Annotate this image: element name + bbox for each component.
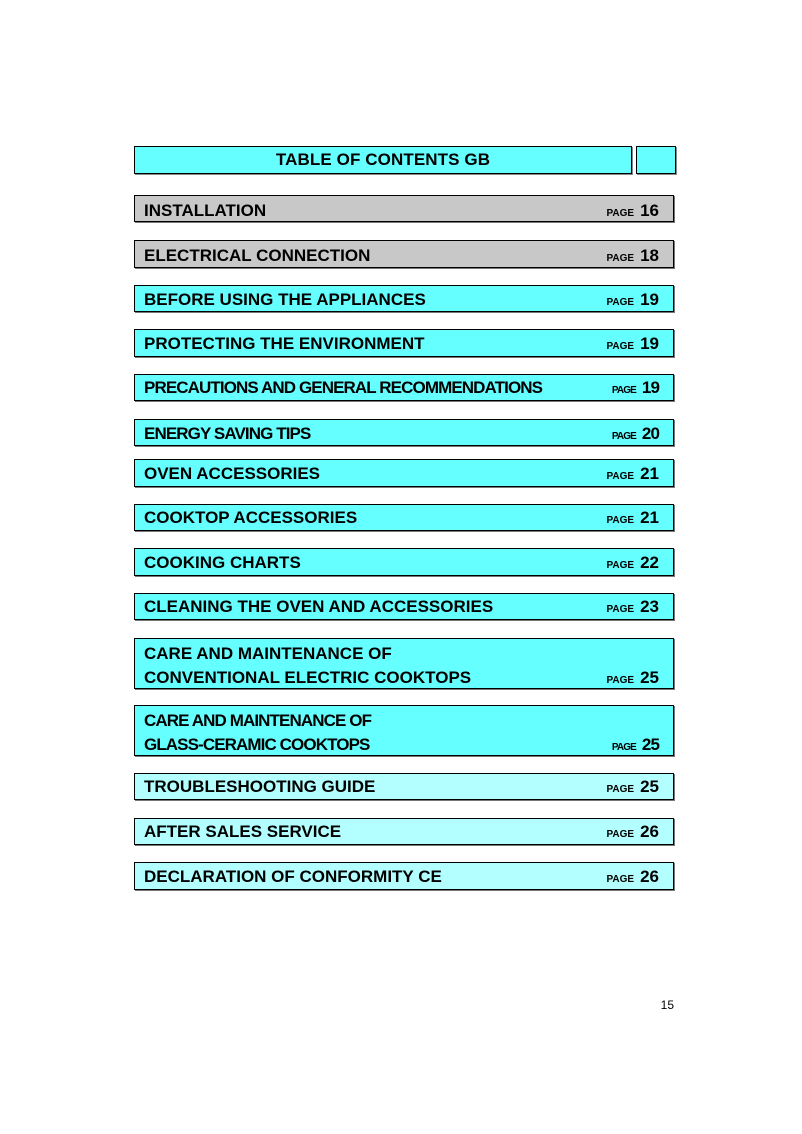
- toc-entry-declaration-conformity[interactable]: [134, 862, 674, 890]
- toc-entry-page: PAGE 22: [606, 553, 659, 572]
- toc-entry-title: ELECTRICAL CONNECTION: [144, 246, 371, 265]
- toc-entry-precautions[interactable]: [134, 374, 674, 401]
- toc-entry-protecting-environment[interactable]: [134, 329, 674, 357]
- toc-entry-title: COOKING CHARTS: [144, 553, 301, 572]
- toc-entry-page: PAGE 21: [606, 464, 659, 483]
- toc-entry-title: CARE AND MAINTENANCE OF CONVENTIONAL ELECTRIC COOKTOPS: [144, 644, 472, 687]
- toc-entry-title: OVEN ACCESSORIES: [144, 464, 321, 483]
- toc-entry-title: CLEANING THE OVEN AND ACCESSORIES: [144, 597, 494, 616]
- toc-entry-cleaning-oven[interactable]: [134, 593, 674, 620]
- toc-entry-installation[interactable]: [134, 195, 674, 222]
- toc-entry-page: PAGE 26: [606, 867, 659, 886]
- toc-entry-title: AFTER SALES SERVICE: [144, 822, 342, 841]
- toc-entry-troubleshooting[interactable]: [134, 773, 674, 800]
- toc-entry-after-sales[interactable]: [134, 818, 674, 845]
- toc-entry-page: PAGE 19: [606, 290, 659, 309]
- toc-header: [134, 146, 676, 174]
- toc-entry-page: PAGE 25: [606, 777, 659, 796]
- toc-entry-title: TROUBLESHOOTING GUIDE: [144, 777, 376, 796]
- toc-entry-page: PAGE 21: [606, 508, 659, 527]
- toc-entry-cooking-charts[interactable]: [134, 548, 674, 576]
- toc-title-box: [134, 146, 632, 174]
- toc-entry-page: PAGE 23: [606, 597, 659, 616]
- toc-entry-page: PAGE 20: [611, 424, 659, 443]
- toc-entry-before-using[interactable]: [134, 285, 674, 312]
- toc-entry-title: DECLARATION OF CONFORMITY CE: [144, 867, 442, 886]
- toc-entry-page: PAGE 16: [606, 201, 659, 220]
- toc-entry-title: PROTECTING THE ENVIRONMENT: [144, 334, 425, 353]
- toc-entry-energy-saving[interactable]: [134, 419, 674, 446]
- toc-title: TABLE OF CONTENTS GB: [275, 150, 491, 169]
- toc-entry-title: PRECAUTIONS AND GENERAL RECOMMENDATIONS: [144, 378, 543, 397]
- toc-entry-cooktop-accessories[interactable]: [134, 504, 674, 531]
- toc-entry-page: PAGE 26: [606, 822, 659, 841]
- toc-entry-title: BEFORE USING THE APPLIANCES: [144, 290, 426, 309]
- toc-entry-care-glass-ceramic-cooktops[interactable]: [134, 705, 674, 756]
- toc-entry-care-conventional-cooktops[interactable]: [134, 638, 674, 689]
- toc-entry-title: CARE AND MAINTENANCE OF GLASS-CERAMIC COOKTOPS: [144, 711, 372, 754]
- toc-entry-page: PAGE 25: [606, 668, 659, 687]
- toc-entry-electrical-connection[interactable]: [134, 240, 674, 268]
- toc-entry-page: PAGE 18: [606, 246, 659, 265]
- toc-entry-title: ENERGY SAVING TIPS: [144, 424, 311, 443]
- toc-side-box: [636, 146, 676, 174]
- toc-entry-title: INSTALLATION: [144, 201, 267, 220]
- toc-entry-page: PAGE 19: [606, 334, 659, 353]
- toc-entry-oven-accessories[interactable]: [134, 459, 674, 487]
- toc-entry-title: COOKTOP ACCESSORIES: [144, 508, 358, 527]
- toc-entry-page: PAGE 25: [611, 735, 659, 754]
- page-number: 15: [660, 998, 674, 1012]
- toc-entry-page: PAGE 19: [611, 378, 659, 397]
